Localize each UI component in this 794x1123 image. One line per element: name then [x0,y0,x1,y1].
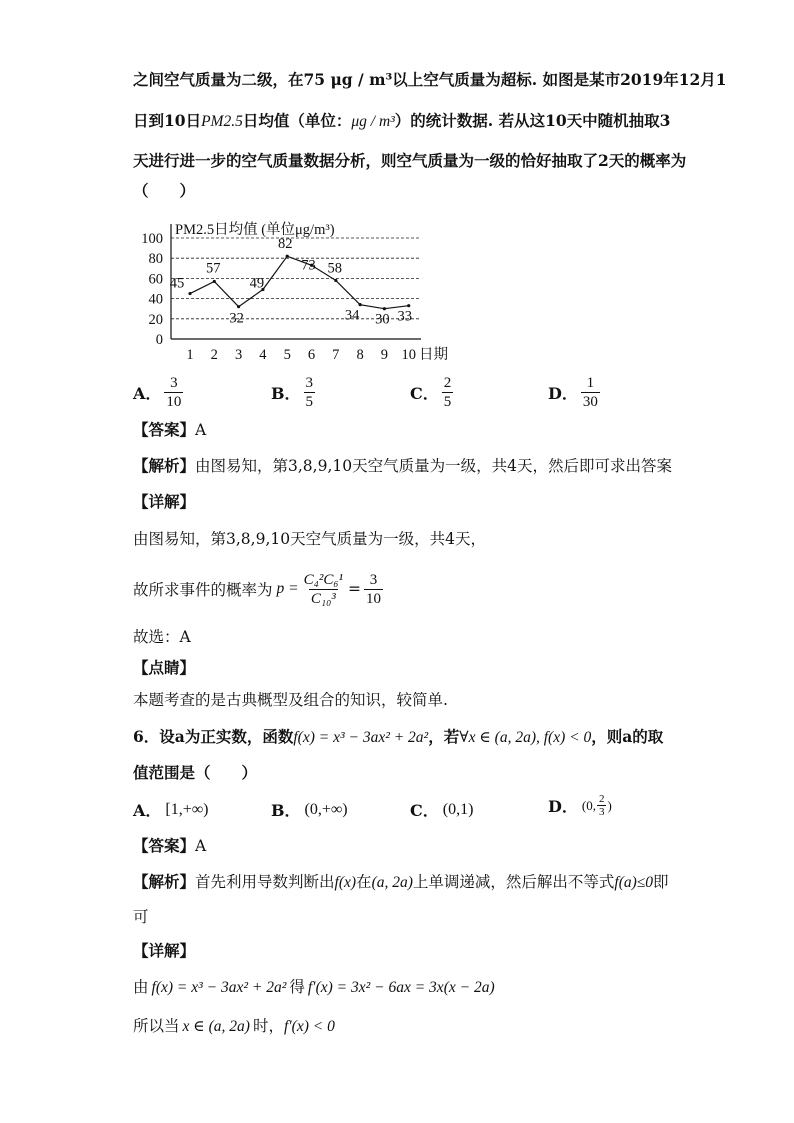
option-text: (0,+∞) [304,800,348,818]
function-expr: f(x) = x³ − 3ax² + 2a² [293,729,429,746]
data-point [213,280,216,283]
q6-detail-line-1 [133,976,495,998]
q6-text-e: 的取 [632,727,664,746]
option-text: [1,+∞) [165,800,209,818]
option-label: A． [133,801,162,820]
analysis-tag: 【解析】 [133,456,196,475]
x-tick-label: 1 [186,347,194,363]
data-point [188,292,191,295]
q5-stem-line-2-c: ）的统计数据. 若从这10天中随机抽取3 [394,111,671,130]
numerator: 3 [170,375,178,391]
data-point [334,279,337,282]
y-tick-label: 100 [141,231,163,247]
formula-prefix: 故所求事件的概率为 [133,581,273,599]
q5-review-text: 本题考查的是古典概型及组合的知识，较简单. [133,691,448,709]
option-label: C． [410,384,439,403]
x-axis-label: 日期 [419,347,448,363]
q5-stem-line-2-b: 日均值（单位： [242,111,352,130]
data-label: 73 [301,257,316,274]
answer-tag: 【答案】 [133,836,196,855]
detail-derivative: f′(x) = 3x² − 6ax = 3x(x − 2a) [307,979,495,996]
data-point [359,303,362,306]
q6-detail-line-2 [133,1015,335,1037]
series-line [190,256,409,309]
q5-answer [133,419,206,441]
q5-detail-formula [133,566,386,612]
formula-fraction [302,571,345,608]
result-denominator: 10 [366,590,382,607]
condition-expr: ∀x ∈ (a, 2a), f(x) < 0 [459,729,592,746]
data-label: 33 [397,308,412,325]
numerator: 1 [586,375,595,391]
q6-stem-line-1 [133,726,663,748]
answer-tag: 【答案】 [133,420,196,439]
x-tick-label: 2 [210,347,218,363]
data-label: 49 [249,275,265,292]
q6-stem-line-2: 值范围是（ ） [133,763,258,782]
q6-option-c[interactable] [410,798,473,821]
q6-detail-tag: 【详解】 [133,941,196,960]
formula-p: p = [276,580,299,597]
answer-value: A [195,837,207,855]
data-label: 58 [327,260,343,277]
data-label: 82 [277,236,293,253]
q5-analysis [133,455,672,477]
q5-stem-line-2 [133,110,670,132]
denominator: 30 [582,394,598,410]
q6-answer [133,835,206,857]
pm25-term: PM2.5 [201,113,243,130]
chart-title: PM2.5日均值 (单位μg/m³) [175,222,335,238]
formula-equals: = [348,580,362,598]
data-label: 45 [169,275,185,292]
fraction [581,374,600,411]
y-tick-label: 20 [148,311,163,328]
detail-text-b: 时， [252,1017,284,1035]
data-label: 32 [229,310,244,327]
fraction [597,793,607,818]
analysis-tag: 【解析】 [133,872,196,891]
detail-condition: x ∈ (a, 2a) [182,1018,250,1035]
numerator: 3 [305,375,314,391]
formula-denominator: C₁₀³ [310,590,336,607]
x-tick-label: 7 [332,347,340,363]
denominator: 5 [443,394,452,410]
data-point [237,305,240,308]
q5-answer-paren: （ ） [133,181,196,200]
q6-analysis-cont: 可 [133,908,149,926]
data-point [286,255,289,258]
result-numerator: 3 [369,571,378,588]
y-tick-label: 0 [155,332,163,348]
fraction [304,374,316,411]
data-point [407,304,410,307]
q5-stem-line-1: 之间空气质量为二级，在75 μg / m³以上空气质量为超标. 如图是某市2019年12月1 [133,70,727,89]
denominator: 3 [598,806,605,818]
analysis-interval: (a, 2a) [371,874,413,891]
detail-derivative-sign: f′(x) < 0 [283,1018,335,1035]
var-a-2: a [622,727,633,746]
data-label: 57 [206,260,221,277]
formula-result [364,571,383,608]
q5-option-c[interactable] [410,374,456,411]
analysis-text-b: 在 [356,873,372,891]
analysis-text-c: 上单调递减，然后解出不等式 [412,873,615,891]
q5-option-a[interactable] [133,374,186,411]
q5-detail-line-1: 由图易知，第3,8,9,10天空气质量为一级，共4天， [133,530,486,548]
detail-function: f(x) = x³ − 3ax² + 2a² [151,979,287,996]
option-label: B． [271,384,301,403]
x-tick-label: 3 [234,347,243,363]
x-tick-label: 8 [356,347,364,363]
q6-text-d: ，则 [591,727,623,746]
option-tail: ) [607,797,612,813]
unit-term: μg / m³ [351,113,395,130]
y-tick-label: 80 [148,251,163,268]
x-tick-label: 9 [380,347,389,363]
q6-text-c: ，若 [428,727,460,746]
analysis-inequality: f(a)≤0 [614,874,654,891]
numerator: 2 [598,793,605,805]
detail-text-a: 由 [133,978,149,996]
var-a: a [174,727,185,746]
option-label: A． [133,384,162,403]
data-label: 30 [375,311,390,328]
q5-option-b[interactable] [271,374,318,411]
q6-analysis [133,871,669,893]
analysis-fx: f(x) [334,874,357,891]
analysis-text: 由图易知，第3,8,9,10天空气质量为一级，共4天，然后即可求出答案 [195,457,672,475]
q5-options [133,374,693,414]
denominator: 5 [305,394,314,410]
denominator: 10 [166,394,182,410]
q6-text-b: 为正实数，函数 [184,727,294,746]
x-tick-label: 6 [307,347,316,363]
numerator: 2 [443,375,452,391]
q5-choose: 故选：A [133,628,191,646]
formula-numerator: C₄²C₆¹ [303,571,344,588]
x-tick-label: 10 [401,347,416,363]
q6-option-d[interactable] [548,793,612,818]
x-tick-label: 5 [283,347,291,363]
analysis-text-d: 即 [653,873,669,891]
q5-detail-tag: 【详解】 [133,492,196,511]
q6-number: 6．设 [133,727,175,746]
q6-option-b[interactable] [271,798,348,821]
x-tick-label: 4 [259,347,267,363]
y-tick-label: 40 [148,291,163,308]
q5-option-d[interactable] [548,374,603,411]
pm25-line-chart [133,212,453,368]
y-tick-label: 60 [148,271,163,288]
data-point [383,307,386,310]
option-text: (0,1) [442,800,474,818]
analysis-text-a: 首先利用导数判断出 [195,873,335,891]
detail-text-b: 得 [289,978,305,996]
detail-text-a: 所以当 [133,1017,180,1035]
q5-stem-line-3: 天进行进一步的空气质量数据分析，则空气质量为一级的恰好抽取了2天的概率为 [133,151,687,170]
option-label: B． [271,801,301,820]
q6-option-a[interactable] [133,798,209,821]
answer-value: A [195,421,207,439]
option-label: C． [410,801,439,820]
q5-stem-line-2-a: 日到10日 [133,111,202,130]
option-label: D． [548,384,578,403]
q5-review-tag: 【点睛】 [133,658,196,677]
q6-options [133,795,693,825]
data-label: 34 [344,307,360,324]
option-text: (0, [581,797,596,813]
fraction [442,374,454,411]
option-label: D． [548,797,578,816]
fraction [164,374,183,411]
